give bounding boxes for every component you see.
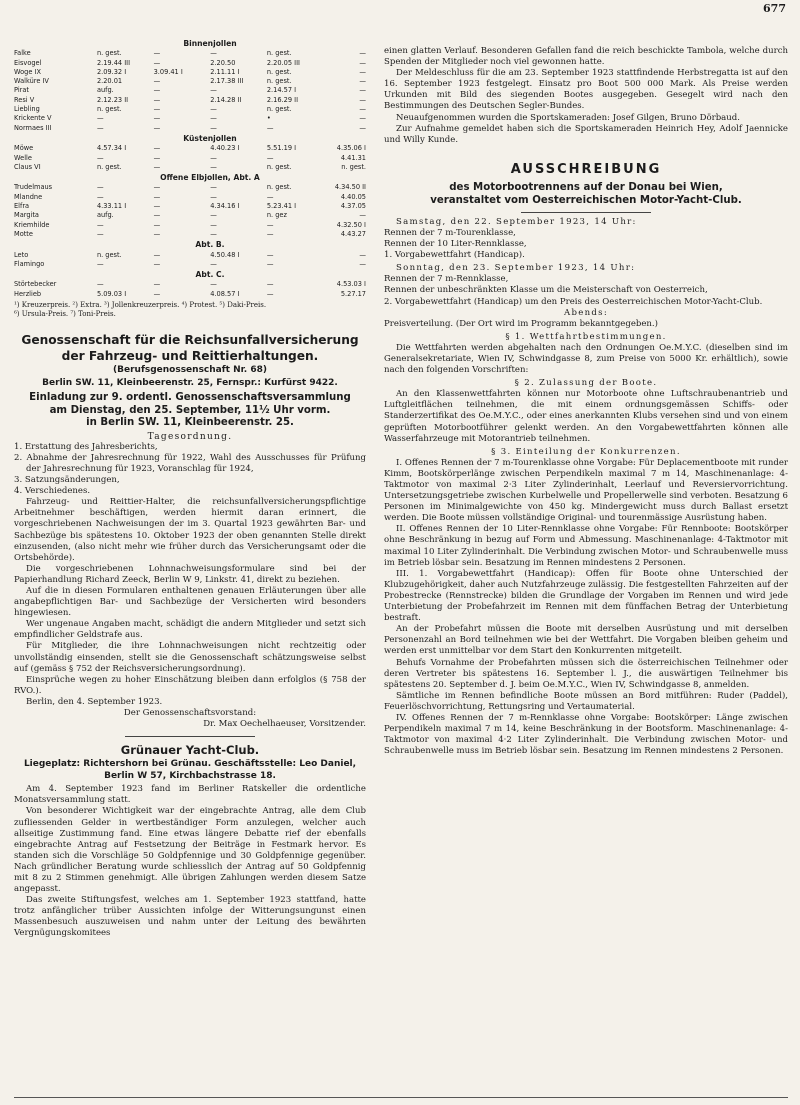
race-time: — — [266, 192, 274, 201]
paragraph: II. Offenes Rennen der 10 Liter-Rennklasse ohne Vorgabe: Für Rennboote: Bootskörper ohne Beschränkung in bezug auf Form und Abmessung. Maschinenanlage: 4-Taktmotor mit maximal 10 Liter Zylinderinhalt. Die Verbindung zwischen Motor- und Schraubenwelle muss im Betrieb lösbar sein. Besatzung im Rennen mindestens 2 Personen. — [384, 524, 788, 568]
race-time: — — [359, 105, 366, 114]
boat-name: Woge IX — [14, 67, 41, 76]
agenda-item: 3. Satzungsänderungen, — [14, 475, 120, 486]
results-section-title: Küstenjollen — [183, 133, 237, 143]
race-time: — — [210, 280, 217, 289]
race-item: Rennen der 7 m-Rennklasse, — [384, 274, 509, 285]
race-time: — — [96, 114, 104, 123]
race-time: 4.37.05 — [340, 202, 366, 211]
race-time: — — [153, 114, 161, 123]
agenda-title: Tagesordnung. — [147, 431, 233, 442]
table-row — [14, 86, 366, 95]
race-time: — — [266, 280, 274, 289]
table-row — [14, 163, 366, 172]
race-time: 4.57.34 I — [96, 144, 127, 153]
race-time: n. gest. — [341, 162, 366, 171]
race-time: — — [153, 229, 161, 238]
results-table — [14, 39, 366, 299]
paragraph: Einsprüche wegen zu hoher Einschätzung bleiben dann erfolglos (§ 758 der RVO.). — [14, 674, 366, 696]
race-time: 2.20.01 — [96, 77, 123, 86]
race-time: — — [153, 183, 161, 192]
race-time: — — [153, 192, 161, 201]
genossenschaft-title — [14, 333, 366, 364]
race-time: — — [210, 211, 217, 220]
table-row — [14, 68, 366, 77]
table-row — [14, 124, 366, 133]
right-column — [384, 46, 788, 757]
race-time: — — [210, 153, 217, 162]
race-time: 4.33.11 I — [96, 202, 127, 211]
boat-name: Liebling — [14, 105, 40, 114]
race-time: — — [266, 289, 274, 298]
race-time: — — [359, 211, 366, 220]
race-time: — — [266, 229, 274, 238]
ausschreibung-divider — [521, 212, 651, 213]
gruenau-title: Grünauer Yacht-Club. — [120, 743, 260, 758]
race-time: n. gest. — [96, 105, 122, 114]
paragraph: Behufs Vornahme der Probefahrten müssen sich die österreichischen Teilnehmer oder deren Vertreter bis spätestens 16. September l. J., die auswärtigen Teilnehmer bis spätestens 20. September d. J. beim Oe.M.Y.C., Wien IV, Schwindgasse 8, anmelden. — [384, 657, 788, 690]
race-time: — — [153, 153, 161, 162]
race-time: — — [359, 250, 366, 259]
race-time: • — [266, 114, 271, 123]
ausschreibung-subtitle — [384, 181, 788, 208]
section-2-text: An den Klassenwettfahrten können nur Motorboote ohne Luftschraubenantrieb und Luftgleitflächen teilnehmen, die mit einem ordnungsgemässen Schiffs- oder Standerzertifikat des Oe.M.Y.C., oder eines anerkannten Klubs versehen sind und von einem geprüften Motorbootführer gelenkt werden. An den Vorgabewettfahrten können alle Wasserfahrzeuge mit Motorantrieb teilnehmen. — [384, 389, 788, 444]
race-time: — — [210, 49, 217, 58]
table-row — [14, 49, 366, 58]
paragraph: Am 4. September 1923 fand im Berliner Ratskeller die ordentliche Monatsversammlung statt. — [14, 784, 366, 806]
boat-name: Margita — [14, 211, 39, 220]
race-item: Rennen der 7 m-Tourenklasse, — [384, 227, 516, 238]
boat-name: Normaes III — [14, 123, 52, 132]
gruenau-info: Liegeplatz: Richtershorn bei Grünau. Geschäftsstelle: Leo Daniel, Berlin W 57, Kirchbachstrasse 18. — [23, 759, 357, 781]
boat-name: Herzlieb — [14, 289, 42, 298]
ausschreibung-subtitle-line-1: des Motorbootrennens auf der Donau bei Wien, — [449, 181, 723, 193]
race-time: — — [153, 162, 161, 171]
paragraph: Wer ungenaue Angaben macht, schädigt die andern Mitglieder und setzt sich empfindlicher Geldstrafe aus. — [14, 619, 366, 641]
race-time: — — [96, 220, 104, 229]
race-item: Rennen der unbeschränkten Klasse um die Meisterschaft von Oesterreich, — [384, 285, 708, 296]
paragraph: Neuaufgenommen wurden die Sportskameraden: Josef Gilgen, Bruno Dörbaud. — [396, 112, 740, 123]
boat-name: Möwe — [14, 144, 34, 153]
race-time: 4.34.50 II — [334, 183, 366, 192]
table-row — [14, 202, 366, 211]
race-time: 2.12.23 II — [96, 95, 129, 104]
race-time: — — [153, 95, 161, 104]
boat-name: Eisvogel — [14, 58, 42, 67]
race-time: 2.19.44 III — [96, 58, 131, 67]
table-row — [14, 77, 366, 86]
table-row — [14, 260, 366, 269]
race-time: — — [210, 114, 217, 123]
footnote-line-1: ¹) Kreuzerpreis. ²) Extra. ³) Jollenkreuzerpreis. ⁴) Protest. ⁵) Daki-Preis. — [14, 301, 267, 310]
results-section-table — [14, 49, 366, 133]
section-3-body — [384, 458, 788, 758]
race-time: 2.20.50 — [210, 58, 236, 67]
boat-name: Pirat — [14, 86, 29, 95]
table-row — [14, 105, 366, 114]
evening-heading: Abends: — [563, 307, 609, 318]
race-time: 5.09.03 I — [96, 289, 127, 298]
race-time: 4.35.06 I — [336, 144, 366, 153]
race-time: — — [153, 105, 161, 114]
race-time: — — [153, 211, 161, 220]
table-row — [14, 290, 366, 299]
race-time: aufg. — [96, 211, 114, 220]
race-time: — — [210, 192, 217, 201]
race-time: 4.08.57 I — [210, 289, 240, 298]
race-time: — — [210, 229, 217, 238]
race-time: n. gest. — [266, 67, 292, 76]
race-time: — — [266, 259, 274, 268]
race-time: 5.51.19 I — [266, 144, 297, 153]
race-time: — — [359, 49, 366, 58]
table-row — [14, 211, 366, 220]
race-time: — — [96, 192, 104, 201]
race-time: n. gest. — [96, 162, 122, 171]
section-1-title: § 1. Wettfahrtbestimmungen. — [505, 331, 667, 342]
table-row — [14, 114, 366, 123]
table-row — [14, 59, 366, 68]
evening-text: Preisverteilung. (Der Ort wird im Programm bekanntgegeben.) — [384, 318, 658, 329]
day-2-list — [384, 274, 788, 307]
race-time: 5.23.41 I — [266, 202, 297, 211]
invitation-line-2: am Dienstag, den 25. September, 11½ Uhr vorm. — [49, 404, 331, 416]
race-time: — — [359, 77, 366, 86]
agenda-item: 2. Abnahme der Jahresrechnung für 1922, Wahl des Ausschusses für Prüfung der Jahresrechnung für 1923, Voranschlag für 1924, — [14, 452, 366, 474]
race-time: 2.16.29 II — [266, 95, 299, 104]
table-row — [14, 144, 366, 153]
race-time: — — [96, 229, 104, 238]
race-time: n. gest. — [266, 105, 292, 114]
race-time: n. gest. — [266, 77, 292, 86]
paragraph: Auf die in diesen Formularen enthaltenen genauen Erläuterungen über alle angabepflichtigen Bar- und Sachbezüge der Versicherten wird besonders hingewiesen. — [14, 586, 366, 619]
invitation-line-1: Einladung zur 9. ordentl. Genossenschaftsversammlung — [29, 392, 351, 404]
paragraph: Zur Aufnahme gemeldet haben sich die Sportskameraden Heinrich Hey, Adolf Jaennicke und Willy Kunde. — [384, 123, 788, 145]
race-time: — — [359, 58, 366, 67]
race-time: — — [210, 86, 217, 95]
section-2-title: § 2. Zulassung der Boote. — [514, 378, 658, 389]
gruenau-body — [14, 784, 366, 939]
day-2-heading: Sonntag, den 23. September 1923, 14 Uhr: — [396, 263, 636, 274]
race-item: Rennen der 10 Liter-Rennklasse, — [384, 239, 527, 250]
genossenschaft-date: Berlin, den 4. September 1923. — [26, 696, 163, 707]
paragraph: Für Mitglieder, die ihre Lohnnachweisungen nicht rechtzeitig oder unvollständig einsenden, stellt sie die Genossenschaft schätzungsweise selbst auf (gemäss § 752 der Reichsversicherungsordnung). — [14, 641, 366, 674]
footnote-line-2: ⁶) Ursula-Preis. ⁷) Toni-Preis. — [14, 310, 116, 319]
genossenschaft-address: Berlin SW. 11, Kleinbeerenstr. 25, Fernspr.: Kurfürst 9422. — [42, 377, 338, 388]
table-row — [14, 183, 366, 192]
race-time: n. gest. — [266, 183, 292, 192]
race-time: — — [153, 123, 161, 132]
section-1-text: Die Wettfahrten werden abgehalten nach den Ordnungen Oe.M.Y.C. (dieselben sind im Generalsekretariate, Wien IV, Schwindgasse 8, zum Preise von 5000 Kr. erhältlich), sowie nach den folgenden Vorschriften: — [384, 342, 788, 376]
race-time: — — [96, 153, 104, 162]
boat-name: Claus VI — [14, 162, 41, 171]
boat-name: Flamingo — [14, 259, 45, 268]
boat-name: Motte — [14, 229, 33, 238]
race-time: n. gez — [266, 211, 287, 220]
race-time: 4.41.31 — [340, 153, 366, 162]
race-time: 4.40.23 I — [210, 144, 240, 153]
genossenschaft-body — [14, 497, 366, 697]
race-time: — — [359, 259, 366, 268]
invitation — [14, 392, 366, 430]
race-time: — — [153, 289, 161, 298]
genossenschaft-signature: Dr. Max Oechelhaeuser, Vorsitzender. — [203, 719, 366, 730]
race-time: — — [210, 123, 217, 132]
race-time: — — [153, 250, 161, 259]
paragraph: I. Offenes Rennen der 7 m-Tourenklasse ohne Vorgabe: Für Deplacementboote mit runder Kimm, Bootskörperlänge zwischen Perpendikeln maximal 7 m 14, Maschinenanlage: 4-Taktmotor von maximal 2·3 Liter Zylinderinhalt, Leerlauf und Reversiervorrichtung. Untersetzungsgetriebe zwischen Kurbelwelle und Propellerwelle sind verboten. Besatzung 6 Personen im Minimalgewichte von 450 kg. Mindergewicht muss durch Ballast ersetzt werden. Die Boote müssen vollständige Original- und tourenmässige Ausrüstung haben. — [384, 457, 788, 524]
paragraph: einen glatten Verlauf. Besonderen Gefallen fand die reich beschickte Tambola, welche durch Spenden der Mitglieder noch viel gewonnen hatte. — [384, 46, 788, 68]
table-row — [14, 221, 366, 230]
boat-name: Walküre IV — [14, 77, 49, 86]
race-time: n. gest. — [266, 162, 292, 171]
race-time: — — [153, 144, 161, 153]
race-time: — — [210, 105, 217, 114]
race-time: 2.14.28 II — [210, 95, 242, 104]
race-time: — — [359, 67, 366, 76]
boat-name: Kriemhilde — [14, 220, 50, 229]
results-section-table — [14, 144, 366, 172]
race-time: 2.17.38 III — [210, 77, 244, 86]
boat-name: Elfra — [14, 202, 30, 211]
race-time: 4.50.48 I — [210, 250, 240, 259]
paragraph: Das zweite Stiftungsfest, welches am 1. September 1923 stattfand, hatte trotz anfänglicher trüber Aussichten infolge der Witterungsungunst einen Massenbesuch auszuweisen und nahm unter der Leitung des bewährten Vergnügungskomitees — [14, 895, 366, 939]
race-time: 2.20.05 III — [266, 58, 300, 67]
results-section-title: Binnenjollen — [183, 39, 237, 48]
race-time: — — [266, 123, 274, 132]
table-row — [14, 230, 366, 239]
race-time: — — [266, 220, 274, 229]
race-time: — — [96, 259, 104, 268]
race-time: — — [359, 86, 366, 95]
genossenschaft-sub: (Berufsgenossenschaft Nr. 68) — [113, 365, 267, 376]
agenda-item: 1. Erstattung des Jahresberichts, — [14, 441, 158, 452]
boat-name: Falke — [14, 49, 31, 58]
ausschreibung-subtitle-line-2: veranstaltet vom Oesterreichischen Motor-Yacht-Club. — [430, 195, 742, 207]
results-footnote — [14, 301, 366, 319]
left-column — [14, 38, 366, 940]
boat-name: Störtebecker — [14, 280, 57, 289]
race-time: — — [96, 123, 104, 132]
page-number: 677 — [763, 2, 786, 15]
race-time: — — [153, 77, 161, 86]
genossenschaft-board: Der Genossenschaftsvorstand: — [123, 708, 257, 719]
bottom-rule — [14, 1097, 788, 1098]
race-time: — — [266, 153, 274, 162]
race-time: 4.34.16 I — [210, 202, 240, 211]
race-time: — — [210, 220, 217, 229]
invitation-line-3: in Berlin SW. 11, Kleinbeerenstr. 25. — [86, 417, 294, 429]
race-time: — — [359, 95, 366, 104]
race-item: 1. Vorgabewettfahrt (Handicap). — [384, 250, 525, 261]
race-time: — — [210, 259, 217, 268]
boat-name: Resi V — [14, 95, 35, 104]
race-time: — — [153, 220, 161, 229]
race-time: 4.32.50 I — [336, 220, 366, 229]
day-1-list — [384, 228, 788, 261]
results-section-table — [14, 183, 366, 239]
agenda-item: 4. Verschiedenes. — [14, 486, 91, 497]
section-divider — [125, 736, 255, 737]
race-time: 2.14.57 I — [266, 86, 297, 95]
boat-name: Trudelmaus — [14, 183, 53, 192]
race-time: 5.27.17 — [340, 289, 366, 298]
table-row — [14, 251, 366, 260]
results-section-title: Offene Elbjollen, Abt. A — [160, 173, 260, 183]
table-row — [14, 96, 366, 105]
gruenau-continued — [384, 46, 788, 146]
results-section-table — [14, 251, 366, 270]
paragraph: Der Meldeschluss für die am 23. September 1923 stattfindende Herbstregatta ist auf den 16. September 1923 festgelegt. Einsatz pro Boot 500 000 Mark. Als Preise werden Urkunden mit Bild des siegenden Bootes ausgegeben. Gesegelt wird nach den Bestimmungen des Deutschen Segler-Bundes. — [384, 68, 788, 112]
race-time: 2.11.11 I — [210, 67, 240, 76]
race-item: 2. Vorgabewettfahrt (Handicap) um den Preis des Oesterreichischen Motor-Yacht-Club. — [384, 296, 763, 307]
paragraph: Sämtliche im Rennen befindliche Boote müssen an Bord mitführen: Ruder (Paddel), Feuerlöschvorrichtung, Rettungsring und Vertaumaterial. — [384, 690, 788, 712]
race-time: n. gest. — [266, 49, 292, 58]
table-row — [14, 193, 366, 202]
genossenschaft-title-line-2: der Fahrzeug- und Reittierhaltungen. — [61, 348, 319, 363]
race-time: — — [359, 123, 366, 132]
race-time: 3.09.41 I — [153, 67, 183, 76]
race-time: — — [153, 58, 161, 67]
race-time: — — [153, 86, 161, 95]
race-time: 2.09.32 I — [96, 67, 127, 76]
results-section-table — [14, 280, 366, 299]
genossenschaft-title-line-1: Genossenschaft für die Reichsunfallversicherung — [21, 333, 359, 348]
boat-name: Welle — [14, 153, 32, 162]
race-time: 4.43.27 — [340, 229, 366, 238]
boat-name: Leto — [14, 250, 29, 259]
race-time: n. gest. — [96, 250, 122, 259]
race-time: — — [210, 183, 217, 192]
paragraph: Fahrzeug- und Reittier-Halter, die reichsunfallversicherungspflichtige Arbeitnehmer beschäftigen, werden hiermit daran erinnert, die vorgeschriebenen Nachweisungen der im 3. Quartal 1923 gewährten Bar- und Sachbezüge bis spätestens 10. Oktober 1923 der oben genannten Stelle direkt einzusenden, (also nicht mehr wie früher durch das Versicherungsamt oder die Ortsbehörde). — [14, 497, 366, 563]
paragraph: Von besonderer Wichtigkeit war der eingebrachte Antrag, alle dem Club zufliessenden Gelder in wertbeständiger Form anzulegen, welcher auch allseitige Zustimmung fand. Eine etwas längere Debatte rief der ebenfalls eingebrachte Antrag auf Festsetzung der Beiträge in Festmark hervor. Es standen sich die Vorschläge 50 Goldpfennige und 30 Goldpfennige gegenüber. Nach gründlicher Beratung wurde schliesslich der Antrag auf 50 Goldpfennig mit 8 zu 2 Stimmen genehmigt. Alle übrigen Zahlungen werden diesem Satze angepasst. — [14, 806, 366, 895]
race-time: 4.40.05 — [340, 192, 366, 201]
race-time: — — [266, 250, 274, 259]
agenda-list — [14, 442, 366, 497]
boat-name: Krickente V — [14, 114, 52, 123]
race-time: — — [359, 114, 366, 123]
race-time: n. gest. — [96, 49, 122, 58]
results-section-title: Abt. C. — [195, 270, 225, 280]
race-time: aufg. — [96, 86, 114, 95]
section-3-title: § 3. Einteilung der Konkurrenzen. — [491, 446, 681, 457]
results-section-title: Abt. B. — [195, 240, 225, 250]
race-time: — — [153, 202, 161, 211]
paragraph: An der Probefahrt müssen die Boote mit derselben Ausrüstung und mit derselben Personenzahl an Bord teilnehmen wie bei der Wettfahrt. Die Vorgaben bleiben geheim und werden erst unmittelbar vor dem Start den Konkurrenten mitgeteilt. — [384, 624, 788, 657]
day-1-heading: Samstag, den 22. September 1923, 14 Uhr: — [396, 216, 637, 227]
table-row — [14, 280, 366, 289]
paragraph: Die vorgeschriebenen Lohnnachweisungsformulare sind bei der Papierhandlung Richard Zeeck, Berlin W 9, Linkstr. 41, direkt zu beziehen. — [14, 563, 366, 585]
paragraph: IV. Offenes Rennen der 7 m-Rennklasse ohne Vorgabe: Bootskörper: Länge zwischen Perpendikeln maximal 7 m 14, keine Beschränkung in der Bootsform. Maschinenanlage: 4-Taktmotor von maximal 4·2 Liter Zylinderinhalt. Die Verbindung zwischen Motor- und Schraubenwelle muss im Betrieb lösbar sein. Besatzung im Rennen mindestens 2 Personen. — [384, 712, 788, 757]
race-time: — — [153, 280, 161, 289]
race-time: — — [96, 183, 104, 192]
race-time: — — [153, 49, 161, 58]
boat-name: Mlandne — [14, 192, 43, 201]
race-time: — — [153, 259, 161, 268]
race-time: 4.53.03 I — [336, 280, 366, 289]
paragraph: III. 1. Vorgabewettfahrt (Handicap): Offen für Boote ohne Unterschied der Klubzugehörigkeit, daher auch Nutzfahrzeuge zulässig. Die festgestellten Fahrzeiten auf der Probestrecke (Rennstrecke) bilden die Grundlage der Vorgaben im Rennen und wird jede Unterbietung der Probefahrzeit im Rennen mit dem fünffachen Betrag der Unterbietung bestraft. — [384, 568, 788, 624]
table-row — [14, 154, 366, 163]
race-time: — — [96, 280, 104, 289]
race-time: — — [210, 162, 217, 171]
ausschreibung-title: AUSSCHREIBUNG — [510, 161, 662, 177]
